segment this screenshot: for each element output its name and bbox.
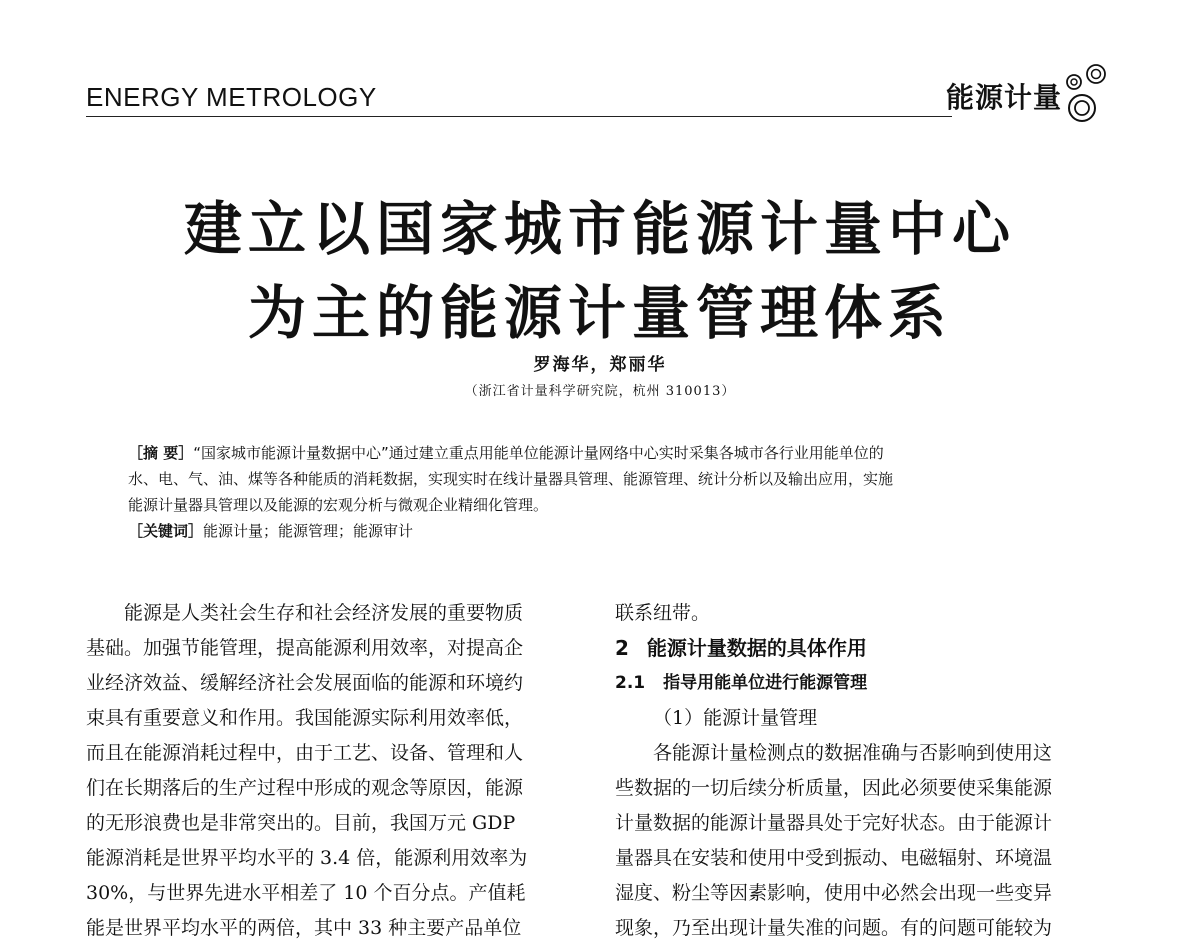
subsection-title: 指导用能单位进行能源管理: [663, 673, 868, 693]
keywords-text: 能源计量；能源管理；能源审计: [203, 522, 414, 540]
subsection-heading-2-1: [615, 666, 1115, 701]
header-rule: [86, 116, 952, 117]
abstract-line: 能源计量器具管理以及能源的宏观分析与微观企业精细化管理。: [128, 496, 549, 514]
paragraph-line: 量器具在安装和使用中受到振动、电磁辐射、环境温: [615, 847, 1053, 869]
section-title: 能源计量数据的具体作用: [646, 636, 867, 660]
article-title-line-2: 为主的能源计量管理体系: [247, 279, 952, 347]
section-number: 2: [615, 636, 629, 660]
paragraph-line: 些数据的一切后续分析质量，因此必须要使采集能源: [615, 777, 1053, 799]
paragraph-line: 现象，乃至出现计量失准的问题。有的问题可能较为: [615, 917, 1053, 939]
journal-header-chinese: 能源计量: [946, 81, 1063, 114]
keywords-line: [128, 518, 1088, 544]
paragraph-line: 联系纽带。: [615, 602, 711, 624]
paragraph-line: 各能源计量检测点的数据准确与否影响到使用这: [653, 742, 1053, 764]
abstract-block: [128, 440, 1088, 544]
subsection-number: 2.1: [615, 673, 646, 693]
paragraph-line: 计量数据的能源计量器具处于完好状态。由于能源计: [615, 812, 1053, 834]
article-title-line-1: 建立以国家城市能源计量中心: [183, 195, 1016, 263]
abstract-line: 水、电、气、油、煤等各种能质的消耗数据，实现实时在线计量器具管理、能源管理、统计分析以及输出应用，实施: [128, 470, 894, 488]
journal-header-english: ENERGY METROLOGY: [86, 82, 377, 112]
concentric-circles-icon: [1060, 62, 1120, 132]
affiliation: （浙江省计量科学研究院，杭州 310013）: [464, 384, 736, 399]
abstract-line: [128, 440, 1088, 466]
abstract-label: ［摘 要］: [128, 444, 194, 462]
paragraph-line: 能源是人类社会生存和社会经济发展的重要物质: [124, 602, 524, 624]
paragraph-line: 能是世界平均水平的两倍，其中 33 种主要产品单位: [86, 917, 522, 939]
paragraph-line: 的无形浪费也是非常突出的。目前，我国万元 GDP: [86, 812, 516, 834]
paragraph-line: 业经济效益、缓解经济社会发展面临的能源和环境约: [86, 672, 524, 694]
authors: 罗海华，郑丽华: [533, 355, 667, 375]
body-column-right: [615, 596, 1115, 946]
paragraph-line: 湿度、粉尘等因素影响，使用中必然会出现一些变异: [615, 882, 1053, 904]
section-heading-2: [615, 631, 1115, 666]
paragraph-line: 们在长期落后的生产过程中形成的观念等原因，能源: [86, 777, 524, 799]
paragraph-line: 基础。加强节能管理，提高能源利用效率，对提高企: [86, 637, 524, 659]
item-heading: （1）能源计量管理: [653, 707, 818, 729]
body-column-left: [86, 596, 586, 946]
abstract-text: “国家城市能源计量数据中心”通过建立重点用能单位能源计量网络中心实时采集各城市各行业用能单位的: [193, 444, 884, 462]
paragraph-line: 30%，与世界先进水平相差了 10 个百分点。产值耗: [86, 882, 526, 904]
paragraph-line: 而且在能源消耗过程中，由于工艺、设备、管理和人: [86, 742, 524, 764]
paragraph-line: 能源消耗是世界平均水平的 3.4 倍，能源利用效率为: [86, 847, 528, 869]
keywords-label: ［关键词］: [128, 522, 204, 540]
paragraph-line: 束具有重要意义和作用。我国能源实际利用效率低，: [86, 707, 524, 729]
